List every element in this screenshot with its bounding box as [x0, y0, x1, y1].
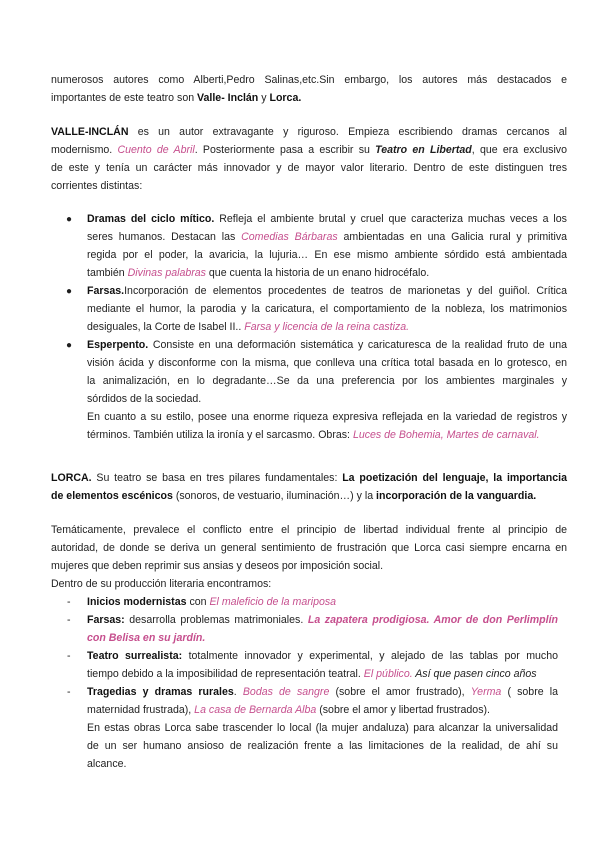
valle-heading: VALLE-INCLÁN: [51, 126, 129, 138]
intro-line-2: importantes de este teatro son Valle- Inclán y Lorca.: [51, 92, 302, 104]
bullet-2-line-2: mediante el humor, la parodia y la caricatura, el comportamiento de la nobleza, los matrimonios: [87, 303, 567, 315]
bullet-2-line-3: desiguales, la Corte de Isabel II.. Farsa y licencia de la reina castiza.: [87, 321, 410, 333]
bullet-3-line-2: visión ácida y disconforme con la misma, que conlleva una crítica total basada en lo grotesco, en: [87, 357, 567, 369]
tema-line-4: Dentro de su producción literaria encontramos:: [51, 578, 272, 590]
dash-marker: -: [67, 686, 71, 698]
bullet-icon: ●: [66, 340, 73, 351]
tema-line-2: autoridad, de donde se deriva un general sentimiento de frustración que Lorca casi siempre encarna en: [51, 542, 567, 554]
dash-marker: -: [67, 596, 71, 608]
dash-4-line-4: de un ser humano ansioso de realización frente a las limitaciones de la realidad, de ahí su: [87, 740, 558, 752]
tema-line-3: mujeres que deben reprimir sus ansias y deseos por imposición social.: [51, 560, 384, 572]
bullet-1-line-2: seres humanos. Destacan las Comedias Bárbaras ambientadas en una Galicia rural y primitiva: [87, 231, 568, 243]
dash-marker: -: [67, 614, 71, 626]
dash-3-line-2: tiempo debido a la imposibilidad de representación teatral. El público. Así que pasen cinco años: [87, 668, 537, 680]
bullet-3-line-6: términos. También utiliza la ironía y el sarcasmo. Obras: Luces de Bohemia, Martes de carnaval.: [87, 429, 540, 441]
dash-2-line-2: con Belisa en su jardín.: [87, 632, 206, 644]
tema-line-1: Temáticamente, prevalece el conflicto entre el principio de libertad individual frente al principio de: [51, 524, 567, 536]
bullet-3-line-3: la animalización, en lo degradante…Se da una preferencia por los ambientes marginales y: [87, 375, 567, 387]
intro-line-1: numerosos autores como Alberti,Pedro Salinas,etc.Sin embargo, los autores más destacados e: [51, 74, 567, 86]
dash-2-line-1: Farsas: desarrolla problemas matrimoniales. La zapatera prodigiosa. Amor de don Perlimplín: [87, 614, 558, 626]
dash-4-line-5: alcance.: [87, 758, 127, 770]
lorca-heading: LORCA.: [51, 472, 92, 484]
bullet-1-line-3: regida por el poder, la avaricia, la lujuria… En ese mismo ambiente sórdido está ambientada: [87, 249, 567, 261]
valle-line-4: corrientes distintas:: [51, 180, 143, 192]
lorca-line-2: de elementos escénicos (sonoros, de vestuario, iluminación…) y la incorporación de la vanguardia.: [51, 490, 537, 502]
bullet-3-line-5: En cuanto a su estilo, posee una enorme riqueza expresiva reflejada en la variedad de registros y: [87, 411, 567, 423]
dash-4-line-3: En estas obras Lorca sabe trascender lo local (la mujer andaluza) para alcanzar la universalidad: [87, 722, 558, 734]
bullet-1-line-4: también Divinas palabras que cuenta la historia de un enano hidrocéfalo.: [87, 267, 430, 279]
valle-line-2: modernismo. Cuento de Abril. Posteriormente pasa a escribir su Teatro en Libertad, que era exclusivo: [51, 144, 567, 156]
bullet-1-line-1: Dramas del ciclo mítico. Refleja el ambiente brutal y cruel que caracteriza muchas veces a los: [87, 213, 567, 225]
dash-marker: -: [67, 650, 71, 662]
bullet-3-line-1: Esperpento. Consiste en una deformación sistemática y caricaturesca de la realidad fruto de una: [87, 339, 567, 351]
dash-1-line-1: Inicios modernistas con El maleficio de la mariposa: [87, 596, 337, 608]
lorca-line-1: LORCA. Su teatro se basa en tres pilares fundamentales: La poetización del lenguaje, la importancia: [51, 472, 567, 484]
valle-line-1: VALLE-INCLÁN es un autor extravagante y riguroso. Empieza escribiendo dramas cercanos al: [51, 126, 567, 138]
valle-line-3: de este y tenía un carácter más innovador y de mayor valor literario. Dentro de este distinguen tres: [51, 162, 567, 174]
dash-4-line-1: Tragedias y dramas rurales. Bodas de sangre (sobre el amor frustrado), Yerma ( sobre la: [87, 686, 558, 698]
bullet-3-line-4: sórdidos de la sociedad.: [87, 393, 202, 405]
dash-3-line-1: Teatro surrealista: totalmente innovador y experimental, y alejado de las tablas por mucho: [87, 650, 558, 662]
dash-4-line-2: maternidad frustrada), La casa de Bernarda Alba (sobre el amor y libertad frustrados).: [87, 704, 490, 716]
bullet-2-line-1: Farsas.Incorporación de elementos procedentes de teatros de marionetas y del guiñol. Crítica: [87, 285, 567, 297]
bullet-icon: ●: [66, 286, 73, 297]
bullet-icon: ●: [66, 214, 73, 225]
